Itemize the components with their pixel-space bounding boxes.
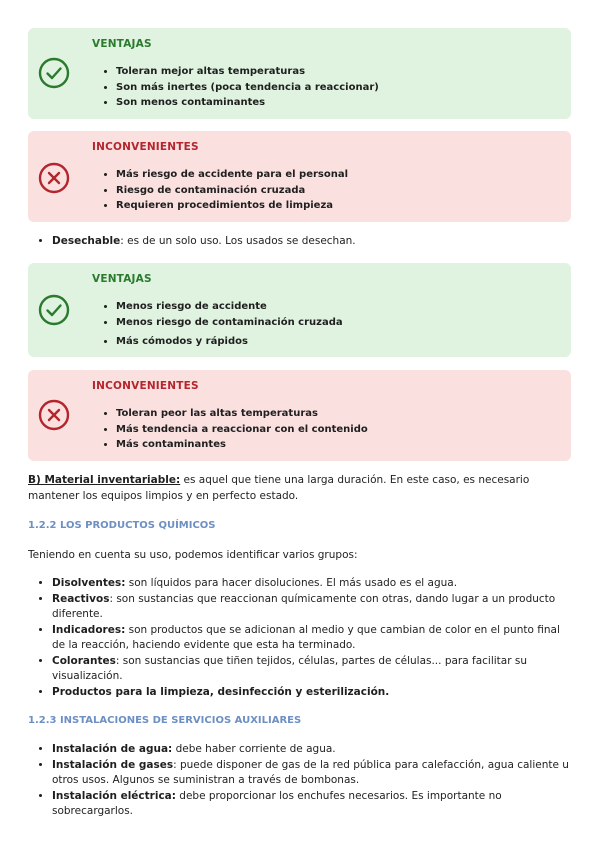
ventajas-title: VENTAJAS — [92, 273, 152, 285]
section-heading-productos: 1.2.2 LOS PRODUCTOS QUÍMICOS — [28, 520, 216, 531]
list-item — [52, 592, 573, 623]
ventajas-box-1 — [28, 28, 571, 119]
list-item — [52, 758, 573, 789]
ventajas-title: VENTAJAS — [92, 38, 152, 50]
inventariable-paragraph — [28, 473, 573, 504]
item-term: Instalación de gases — [52, 758, 174, 771]
check-circle-icon — [38, 57, 70, 89]
desechable-paragraph — [28, 234, 573, 250]
list-item: • Toleran mejor altas temperaturas — [116, 64, 379, 80]
item-text: son líquidos para hacer disoluciones. El más usado es el agua. — [125, 577, 458, 589]
list-item: • Menos riesgo de contaminación cruzada — [116, 315, 343, 331]
item-text: : puede disponer de gas de la red pública para calefacción, agua caliente u otros usos. Algunos se suministran a través de bombonas. — [52, 758, 569, 786]
item-text: son productos que se adicionan al medio y que cambian de color en el punto final de la reacción, haciendo evidente que esta ha terminado. — [52, 623, 560, 651]
inconvenientes-list — [98, 167, 348, 214]
list-item: • Riesgo de contaminación cruzada — [116, 183, 348, 199]
list-item — [52, 685, 573, 701]
list-item: • Más tendencia a reaccionar con el contenido — [116, 422, 368, 438]
list-item — [52, 623, 573, 654]
x-circle-icon — [38, 399, 70, 431]
productos-list — [28, 576, 573, 700]
desechable-text: : es de un solo uso. Los usados se desechan. — [120, 235, 356, 247]
list-item — [52, 654, 573, 685]
list-item: • Toleran peor las altas temperaturas — [116, 406, 368, 422]
item-term: Instalación eléctrica: — [52, 789, 176, 802]
desechable-term: Desechable — [52, 235, 121, 247]
list-item: • Menos riesgo de accidente — [116, 299, 343, 315]
item-term: Colorantes — [52, 654, 116, 667]
item-term: Reactivos — [52, 592, 110, 605]
section-intro: Teniendo en cuenta su uso, podemos identificar varios grupos: — [28, 549, 358, 561]
inconvenientes-list — [98, 406, 368, 453]
item-term: Indicadores: — [52, 623, 126, 636]
inconvenientes-box-2 — [28, 370, 571, 461]
item-term: Productos para la limpieza, desinfección y esterilización. — [52, 685, 390, 698]
list-item — [52, 234, 573, 250]
section-heading-instalaciones: 1.2.3 INSTALACIONES DE SERVICIOS AUXILIARES — [28, 715, 302, 726]
item-term: Disolventes: — [52, 577, 126, 589]
ventajas-list — [98, 299, 343, 350]
list-item — [52, 742, 573, 758]
list-item: • Más contaminantes — [116, 437, 368, 453]
inventariable-text: es aquel que tiene una larga duración. En este caso, es necesario mantener los equipos limpios y en perfecto estado. — [28, 474, 530, 502]
item-text: : son sustancias que tiñen tejidos, células, partes de células... para facilitar su visualización. — [52, 654, 527, 682]
inventariable-term: B) Material inventariable: — [28, 474, 181, 486]
x-circle-icon — [38, 162, 70, 194]
ventajas-box-2 — [28, 263, 571, 357]
item-text: debe proporcionar los enchufes necesarios. Es importante no sobrecargarlos. — [52, 789, 502, 817]
list-item — [52, 789, 573, 820]
list-item: • Requieren procedimientos de limpieza — [116, 198, 348, 214]
item-text: debe haber corriente de agua. — [172, 743, 336, 755]
list-item — [52, 576, 573, 592]
item-text: : son sustancias que reaccionan químicamente con otras, dando lugar a un producto diferente. — [52, 592, 556, 620]
inconvenientes-title: INCONVENIENTES — [92, 141, 199, 153]
list-item: • Más cómodos y rápidos — [116, 334, 343, 350]
list-item: • Son menos contaminantes — [116, 95, 379, 111]
item-term: Instalación de agua: — [52, 743, 173, 755]
list-item: • Más riesgo de accidente para el personal — [116, 167, 348, 183]
inconvenientes-title: INCONVENIENTES — [92, 380, 199, 392]
ventajas-list — [98, 64, 379, 111]
inconvenientes-box-1 — [28, 131, 571, 222]
list-item: • Son más inertes (poca tendencia a reaccionar) — [116, 80, 379, 96]
check-circle-icon — [38, 294, 70, 326]
instalaciones-list — [28, 742, 573, 820]
